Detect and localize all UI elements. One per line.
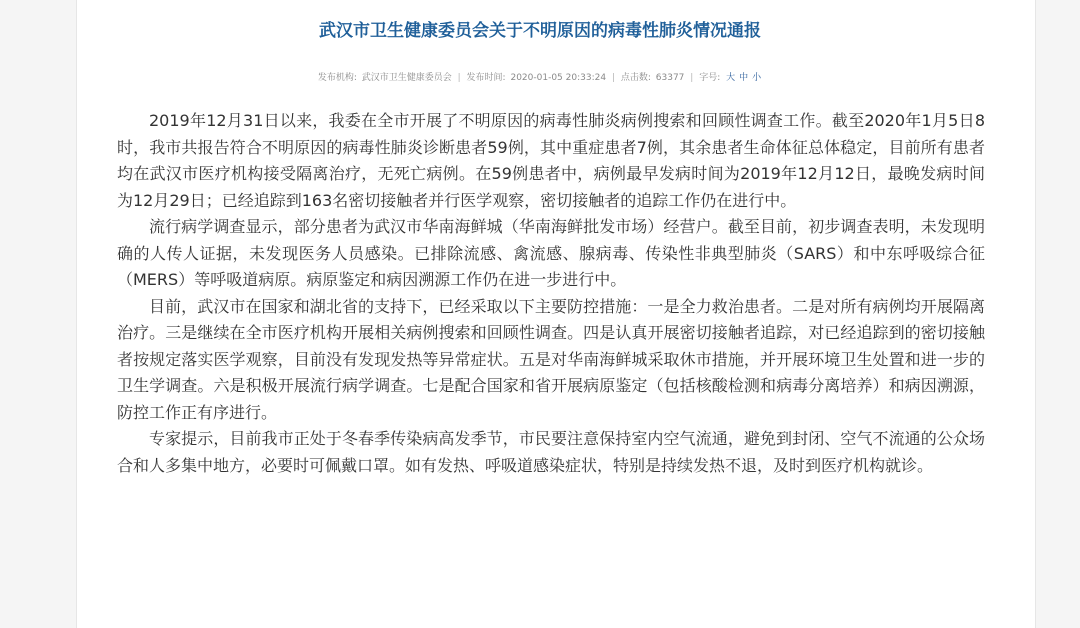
article-body bbox=[117, 108, 985, 479]
hits-label: 点击数: bbox=[620, 73, 651, 83]
published-value: 2020-01-05 20:33:24 bbox=[510, 73, 607, 83]
meta-separator: | bbox=[457, 73, 461, 83]
article-paragraph: 流行病学调查显示，部分患者为武汉市华南海鲜城（华南海鲜批发市场）经营户。截至目前，初步调查表明，未发现明确的人传人证据，未发现医务人员感染。已排除流感、禽流感、腺病毒、传染性非典型肺炎（SARS）和中东呼吸综合征（MERS）等呼吸道病原。病原鉴定和病因溯源工作仍在进一步进行中。 bbox=[117, 217, 985, 289]
published-label: 发布时间: bbox=[466, 73, 506, 83]
article-paragraph: 专家提示，目前我市正处于冬春季传染病高发季节，市民要注意保持室内空气流通，避免到封闭、空气不流通的公众场合和人多集中地方，必要时可佩戴口罩。如有发热、呼吸道感染症状，特别是持续发热不退，及时到医疗机构就诊。 bbox=[117, 429, 985, 475]
article-title: 武汉市卫生健康委员会关于不明原因的病毒性肺炎情况通报 bbox=[319, 21, 761, 41]
publisher-value: 武汉市卫生健康委员会 bbox=[361, 73, 452, 83]
article-meta bbox=[0, 70, 1080, 83]
publisher-label: 发布机构: bbox=[317, 73, 357, 83]
article-paragraph: 2019年12月31日以来，我委在全市开展了不明原因的病毒性肺炎病例搜索和回顾性调查工作。截至2020年1月5日8时，我市共报告符合不明原因的病毒性肺炎诊断患者59例，其中重症患者7例，其余患者生命体征总体稳定，目前所有患者均在武汉市医疗机构接受隔离治疗，无死亡病例。在59例患者中，病例最早发病时间为2019年12月12日，最晚发病时间为12月29日；已经追踪到163名密切接触者并行医学观察，密切接触者的追踪工作仍在进行中。 bbox=[117, 111, 985, 210]
hits-value: 63377 bbox=[655, 73, 685, 83]
font-size-small-link[interactable]: 小 bbox=[752, 73, 762, 83]
font-size-medium-link[interactable]: 中 bbox=[739, 73, 749, 83]
font-size-label: 字号: bbox=[699, 73, 721, 83]
article-paragraph: 目前，武汉市在国家和湖北省的支持下，已经采取以下主要防控措施：一是全力救治患者。二是对所有病例均开展隔离治疗。三是继续在全市医疗机构开展相关病例搜索和回顾性调查。四是认真开展密切接触者追踪，对已经追踪到的密切接触者按规定落实医学观察，目前没有发现发热等异常症状。五是对华南海鲜城采取休市措施，并开展环境卫生处置和进一步的卫生学调查。六是积极开展流行病学调查。七是配合国家和省开展病原鉴定（包括核酸检测和病毒分离培养）和病因溯源，防控工作正有序进行。 bbox=[117, 296, 985, 422]
meta-separator: | bbox=[690, 73, 694, 83]
font-size-large-link[interactable]: 大 bbox=[726, 73, 736, 83]
meta-separator: | bbox=[611, 73, 615, 83]
